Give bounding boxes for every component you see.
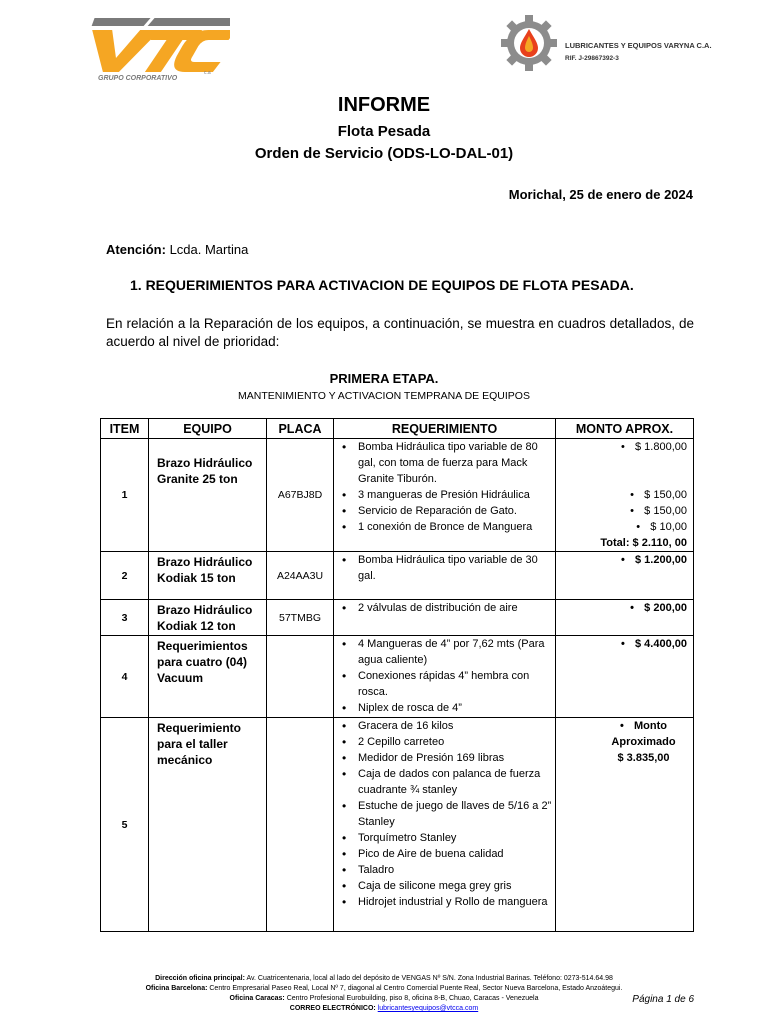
svg-text:GRUPO CORPORATIVO: GRUPO CORPORATIVO [98,75,178,82]
footer-label: Dirección oficina principal: [155,975,245,982]
table-row [101,718,694,932]
company-rif: RIF. J-29867392-3 [565,55,619,62]
equipment-name: Brazo Hidráulico Kodiak 15 ton [149,552,267,600]
table-row [101,636,694,718]
amount-line: • $ 4.400,00 [621,638,687,650]
requirement-cell [334,600,556,636]
header-monto: MONTO APROX. [556,419,694,439]
list-item: • Hidrojet industrial y Rollo de manguera [338,894,553,910]
amount-line: • $ 1.800,00 [621,441,687,453]
amount-cell [556,718,694,932]
footer-text: Av. Cuatricentenaria, local al lado del depósito de VENGAS Nº S/N. Zona Industrial Barinas. Teléfono: 0273-514.64.98 [244,975,613,982]
equipment-name: Requerimiento para el taller mecánico [149,718,267,932]
footer-label: Oficina Barcelona: [145,985,208,992]
list-item: • Conexiones rápidas 4” hembra con rosca. [338,668,553,700]
attention-name: Lcda. Martina [165,242,249,257]
requirement-cell [334,636,556,718]
list-item: • Bomba Hidráulica tipo variable de 30 gal. [338,552,553,584]
list-item: • 3 mangueras de Presión Hidráulica [338,487,553,503]
plate: A67BJ8D [267,439,334,552]
list-item: • 1 conexión de Bronce de Manguera [338,519,553,535]
document-date: Morichal, 25 de enero de 2024 [508,187,693,202]
page-number: Página 1 de 6 [632,994,694,1005]
list-item: • Torquímetro Stanley [338,830,553,846]
item-number: 2 [101,552,149,600]
amount-value: $ 150,00 [644,489,687,501]
amount-line: • Monto Aproximado [611,720,676,748]
amount-cell [556,552,694,600]
amount-line: • $ 1.200,00 [621,554,687,566]
table-row [101,600,694,636]
item-number: 5 [101,718,149,932]
attention-label: Atención: [106,242,166,257]
plate [267,636,334,718]
amount-value: $ 4.400,00 [635,638,687,650]
requirements-table [100,418,694,932]
footer-line-barcelona [0,984,768,994]
list-item: • Gracera de 16 kilos [338,718,553,734]
plate: A24AA3U [267,552,334,600]
document-subtitle: Flota Pesada [337,123,431,140]
list-item: • Caja de silicone mega grey gris [338,878,553,894]
list-item: • Medidor de Presión 169 libras [338,750,553,766]
amount-value: $ 3.835,00 [617,752,670,764]
list-item: • Bomba Hidráulica tipo variable de 80 gal, con toma de fuerza para Mack Granite Tiburón. [338,439,553,487]
header-equipo: EQUIPO [149,419,267,439]
header-placa: PLACA [267,419,334,439]
amount-line: • $ 200,00 [630,602,687,614]
amount-value: $ 150,00 [644,505,687,517]
footer-label: Oficina Caracas: [229,995,285,1002]
list-item: • 2 Cepillo carreteo [338,734,553,750]
equipment-name: Brazo Hidráulico Granite 25 ton [149,439,267,552]
requirement-cell [334,718,556,932]
amount-line: • $ 150,00 [630,505,687,517]
requirement-cell [334,439,556,552]
list-item: • Niplex de rosca de 4” [338,700,553,716]
amount-cell [556,439,694,552]
amount-value: $ 200,00 [644,602,687,614]
plate: 57TMBG [267,600,334,636]
footer-line-email [0,1004,768,1014]
document-title: INFORME [337,94,431,116]
stage-title: PRIMERA ETAPA. [329,371,439,386]
equipment-name: Requerimientos para cuatro (04) Vacuum [149,636,267,718]
table-header-row [101,419,694,439]
amount-value: $ 1.800,00 [635,441,687,453]
list-item: • 2 válvulas de distribución de aire [338,600,553,616]
list-item: • 4 Mangueras de 4” por 7,62 mts (Para agua caliente) [338,636,553,668]
amount-value: $ 10,00 [650,521,687,533]
footer-line-main-office [0,974,768,984]
list-item: • Estuche de juego de llaves de 5/16 a 2” Stanley [338,798,553,830]
email-link[interactable]: lubricantesyequipos@vtcca.com [377,1005,479,1012]
service-order: Orden de Servicio (ODS-LO-DAL-01) [254,145,514,162]
vtc-logo [72,14,230,84]
list-item: • Pico de Aire de buena calidad [338,846,553,862]
footer-label: CORREO ELECTRÓNICO: [289,1005,376,1012]
footer-text: Centro Empresarial Paseo Real, Local Nº 7, diagonal al Centro Comercial Puente Real, Sector Nueva Barcelona, Estado Anzoátegui. [207,985,623,992]
stage-subtitle: MANTENIMIENTO Y ACTIVACION TEMPRANA DE EQUIPOS [238,390,530,402]
item-number: 3 [101,600,149,636]
list-item: • Caja de dados con palanca de fuerza cuadrante ¾ stanley [338,766,553,798]
section-heading: 1. REQUERIMIENTOS PARA ACTIVACION DE EQUIPOS DE FLOTA PESADA. [130,277,634,293]
amount-line: • $ 150,00 [630,489,687,501]
footer-text: Centro Profesional Eurobuilding, piso 8, oficina 8-B, Chuao, Caracas - Venezuela [284,995,539,1002]
amount-cell [556,636,694,718]
amount-label: Monto Aproximado [611,720,676,748]
gear-drop-icon [498,12,560,74]
attention-line [106,242,248,257]
amount-cell [556,600,694,636]
table-row [101,552,694,600]
amount-line: • $ 10,00 [636,521,687,533]
header-item: ITEM [101,419,149,439]
item-number: 1 [101,439,149,552]
list-item: • Taladro [338,862,553,878]
table-row [101,439,694,552]
amount-total: Total: $ 2.110, 00 [600,537,687,549]
svg-text:c.a: c.a [204,70,211,76]
company-name: LUBRICANTES Y EQUIPOS VARYNA C.A. [565,41,712,50]
plate [267,718,334,932]
list-item: • Servicio de Reparación de Gato. [338,503,553,519]
intro-paragraph: En relación a la Reparación de los equipos, a continuación, se muestra en cuadros detallados, de acuerdo al nivel de prioridad: [106,316,694,349]
requirement-cell [334,552,556,600]
equipment-name: Brazo Hidráulico Kodiak 12 ton [149,600,267,636]
amount-value: $ 1.200,00 [635,554,687,566]
item-number: 4 [101,636,149,718]
header-requerimiento: REQUERIMIENTO [334,419,556,439]
